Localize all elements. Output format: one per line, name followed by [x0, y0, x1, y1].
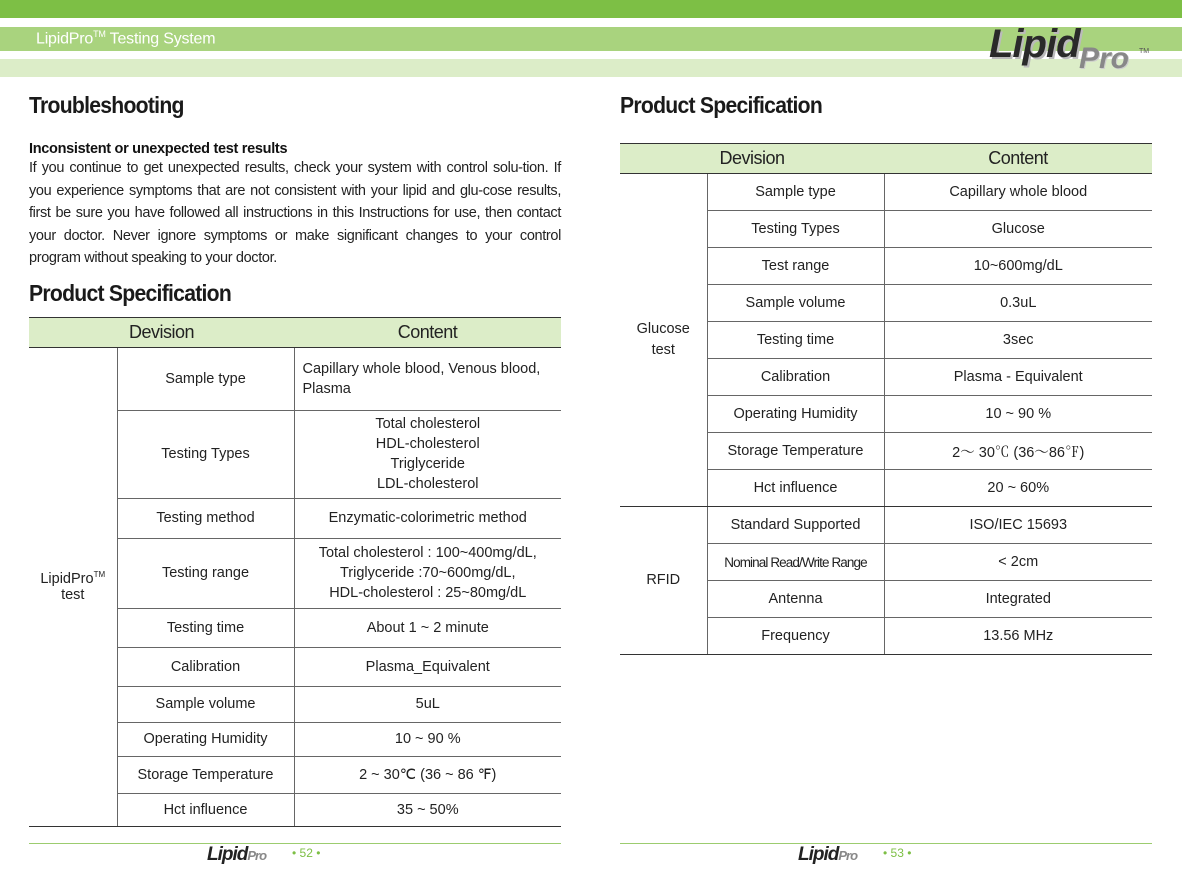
division-line: RFID	[646, 572, 681, 588]
spec-item: Sample volume	[117, 686, 294, 722]
spec-item: Testing time	[707, 322, 884, 359]
header-band-top	[0, 0, 1182, 18]
spec-value-line: About 1 ~ 2 minute	[366, 619, 489, 636]
spec-value-line: Triglyceride	[390, 456, 465, 472]
spec-value	[294, 347, 561, 410]
spec-value-line: HDL-cholesterol	[375, 436, 480, 452]
spec-value: ISO/IEC 15693	[884, 507, 1152, 544]
col-division-header: Devision	[620, 144, 884, 174]
spec-value	[294, 608, 561, 647]
spec-value	[294, 793, 561, 826]
spec-item: Testing time	[117, 608, 294, 647]
spec-item: Calibration	[707, 359, 884, 396]
spec-value: 13.56 MHz	[884, 618, 1152, 655]
footer-logo-left: LipidPro	[207, 844, 267, 865]
spec-item: Sample volume	[707, 285, 884, 322]
spec-item: Testing method	[117, 498, 294, 538]
spec-value-line: Plasma_Equivalent	[365, 658, 490, 675]
spec-value	[294, 722, 561, 756]
right-spec-heading: Product Specification	[620, 92, 823, 118]
right-spec-table	[620, 143, 1152, 655]
col-content-header: Content	[294, 317, 561, 347]
spec-item: Storage Temperature	[707, 433, 884, 470]
spec-item: Nominal Read/Write Range	[707, 544, 884, 581]
spec-item: Operating Humidity	[707, 396, 884, 433]
spec-value	[294, 538, 561, 608]
spec-item: Operating Humidity	[117, 722, 294, 756]
spec-value: 3sec	[884, 322, 1152, 359]
footer-rule-right	[620, 843, 1152, 844]
left-spec-table	[29, 317, 561, 827]
troubleshooting-subheading: Inconsistent or unexpected test results	[29, 141, 288, 157]
spec-value	[294, 756, 561, 793]
spec-item: Antenna	[707, 581, 884, 618]
logo-lipid-text: Lipid	[989, 22, 1080, 66]
spec-item: Testing range	[117, 538, 294, 608]
spec-value	[294, 410, 561, 498]
logo-tm: TM	[1139, 48, 1150, 55]
spec-value: Integrated	[884, 581, 1152, 618]
spec-value-line: 35 ~ 50%	[396, 801, 459, 818]
spec-item: Testing Types	[117, 410, 294, 498]
spec-item: Calibration	[117, 647, 294, 686]
spec-value: 10 ~ 90 %	[884, 396, 1152, 433]
col-division-header: Devision	[29, 317, 294, 347]
division-cell	[620, 507, 707, 655]
logo-pro-text: Pro	[1079, 42, 1130, 75]
spec-value: 0.3uL	[884, 285, 1152, 322]
page-number-right: • 53 •	[883, 846, 912, 860]
spec-value: 10~600mg/dL	[884, 248, 1152, 285]
troubleshooting-body: If you continue to get unexpected results, check your system with control solu-tion. If you experience symptoms that are not consistent with your lipid and glu-cose results, first be sure you have followed all instructions in this Instructions for use, then contact your doctor. Never ignore symptoms or make significant changes to your control program without speaking to your doctor.	[29, 160, 561, 266]
page-number-left: • 52 •	[292, 846, 321, 860]
header-title: LipidPro™ Testing System	[36, 29, 216, 48]
spec-item: Hct influence	[707, 470, 884, 507]
spec-value-line: 2 ~ 30℃ (36 ~ 86 ℉)	[359, 766, 497, 783]
spec-value-line: Total cholesterol	[375, 416, 481, 432]
footer-logo-right: LipidPro	[798, 844, 858, 865]
spec-value-line: Capillary whole blood, Venous blood,	[302, 360, 541, 377]
spec-item: Test range	[707, 248, 884, 285]
division-line: Glucose	[636, 321, 690, 337]
spec-value	[294, 686, 561, 722]
spec-value-line: 10 ~ 90 %	[394, 731, 461, 747]
spec-value: 20 ~ 60%	[884, 470, 1152, 507]
spec-item: Storage Temperature	[117, 756, 294, 793]
spec-item: Hct influence	[117, 793, 294, 826]
spec-value: 2～ 30℃ (36～86℉)	[884, 433, 1152, 470]
spec-value-line: LDL-cholesterol	[376, 476, 479, 492]
division-cell	[620, 174, 707, 507]
right-page	[620, 92, 1152, 655]
lipidpro-logo	[983, 20, 1153, 76]
spec-value-line: 5uL	[415, 696, 440, 712]
table-row	[620, 174, 1152, 211]
division-cell: LipidPro™ test	[29, 347, 117, 826]
footer-rule-left	[29, 843, 561, 844]
division-line: test	[651, 342, 675, 358]
spec-item: Standard Supported	[707, 507, 884, 544]
spec-item: Testing Types	[707, 211, 884, 248]
spec-value-line: HDL-cholesterol : 25~80mg/dL	[329, 585, 527, 601]
spec-value-line: Total cholesterol : 100~400mg/dL,	[318, 545, 537, 561]
spec-item: Sample type	[707, 174, 884, 211]
left-spec-heading: Product Specification	[29, 279, 232, 306]
spec-value: Glucose	[884, 211, 1152, 248]
spec-value	[294, 647, 561, 686]
spec-item: Sample type	[117, 347, 294, 410]
spec-value: Capillary whole blood	[884, 174, 1152, 211]
spec-value-line: Plasma	[302, 380, 351, 397]
spec-value-line: Triglyceride :70~600mg/dL,	[339, 565, 516, 581]
table-row	[620, 507, 1152, 544]
spec-value: < 2cm	[884, 544, 1152, 581]
spec-value-line: Enzymatic-colorimetric method	[328, 510, 527, 526]
col-content-header: Content	[884, 144, 1152, 174]
spec-item: Frequency	[707, 618, 884, 655]
left-page	[29, 92, 561, 827]
troubleshooting-heading: Troubleshooting	[29, 92, 184, 118]
spec-value	[294, 498, 561, 538]
spec-value: Plasma - Equivalent	[884, 359, 1152, 396]
table-row	[29, 347, 561, 410]
